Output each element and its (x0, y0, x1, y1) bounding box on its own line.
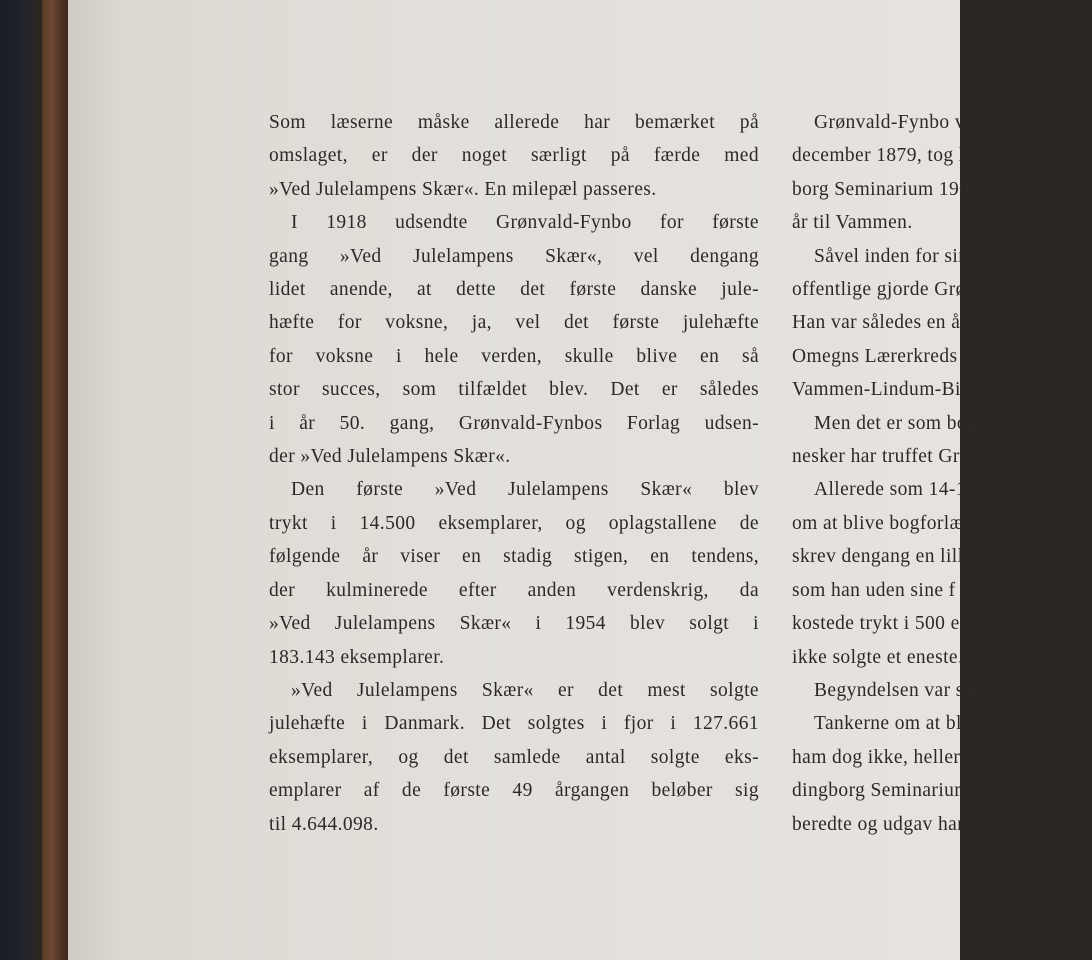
left-text-column (269, 106, 759, 841)
text-line: Såvel inden for sin s (814, 245, 982, 267)
book-page (68, 0, 992, 960)
text-line: i år 50. gang, Grønvald-Fynbos Forlag udsen- (269, 412, 759, 434)
text-line: borg Seminarium 1900 (792, 178, 980, 200)
text-line: kostede trykt i 500 e (792, 613, 960, 635)
book-cover-edge (42, 0, 70, 960)
text-line: Allerede som 14-15 (814, 479, 977, 501)
text-line: ikke solgte et eneste. (792, 646, 964, 668)
text-line: Tankerne om at bl (814, 713, 962, 735)
text-line: eksemplarer, og det samlede antal solgte eks- (269, 746, 759, 768)
text-line: Men det er som bogf (814, 412, 985, 434)
text-line: Han var således en årra (792, 312, 984, 334)
text-line: »Ved Julelampens Skær« i 1954 blev solgt i (269, 613, 759, 635)
text-line: Som læserne måske allerede har bemærket på (269, 112, 759, 133)
text-line: december 1879, tog lær (792, 145, 985, 167)
right-text-column (792, 106, 1092, 841)
text-line: for voksne i hele verden, skulle blive en så (269, 345, 759, 367)
text-line: 183.143 eksemplarer. (269, 646, 445, 668)
text-line: dingborg Seminarium, (792, 780, 976, 802)
book-spine (0, 0, 42, 960)
text-line: der »Ved Julelampens Skær«. (269, 446, 511, 468)
text-line: Omegns Lærerkreds (792, 345, 958, 367)
text-line: Vammen-Lindum-Bigun (792, 379, 992, 401)
text-line: omslaget, er der noget særligt på færde med (269, 145, 759, 167)
text-line: beredte og udgav han (792, 813, 968, 835)
text-line: »Ved Julelampens Skær« er det mest solgte (291, 679, 759, 701)
text-line: trykt i 14.500 eksemplarer, og oplagstallene de (269, 512, 759, 534)
text-line: julehæfte i Danmark. Det solgtes i fjor i 127.661 (269, 713, 759, 735)
text-line: følgende år viser en stadig stigen, en tendens, (269, 546, 759, 568)
text-line: til 4.644.098. (269, 813, 379, 835)
text-line: hæfte for voksne, ja, vel det første julehæfte (269, 312, 759, 334)
text-line: ham dog ikke, heller i (792, 746, 972, 768)
text-line: om at blive bogforlæ (792, 512, 964, 534)
text-line: nesker har truffet Grøn (792, 446, 981, 468)
text-line: emplarer af de første 49 årgangen beløber sig (269, 780, 759, 802)
text-line: år til Vammen. (792, 212, 913, 234)
text-line: Den første »Ved Julelampens Skær« blev (291, 479, 759, 501)
text-line: lidet anende, at dette det første danske jule- (269, 279, 759, 301)
text-line: der kulminerede efter anden verdenskrig, da (269, 579, 759, 601)
text-line: »Ved Julelampens Skær«. En milepæl passeres. (269, 178, 657, 200)
text-line: Begyndelsen var sål (814, 679, 979, 701)
text-line: I 1918 udsendte Grønvald-Fynbo for første (291, 212, 759, 234)
text-line: Grønvald-Fynbo var (814, 112, 981, 133)
text-line: stor succes, som tilfældet blev. Det er således (269, 379, 759, 401)
text-line: som han uden sine f (792, 579, 956, 601)
text-line: offentlige gjorde Grønv (792, 279, 987, 301)
text-line: skrev dengang en lille (792, 546, 973, 568)
text-line: gang »Ved Julelampens Skær«, vel dengang (269, 245, 759, 267)
